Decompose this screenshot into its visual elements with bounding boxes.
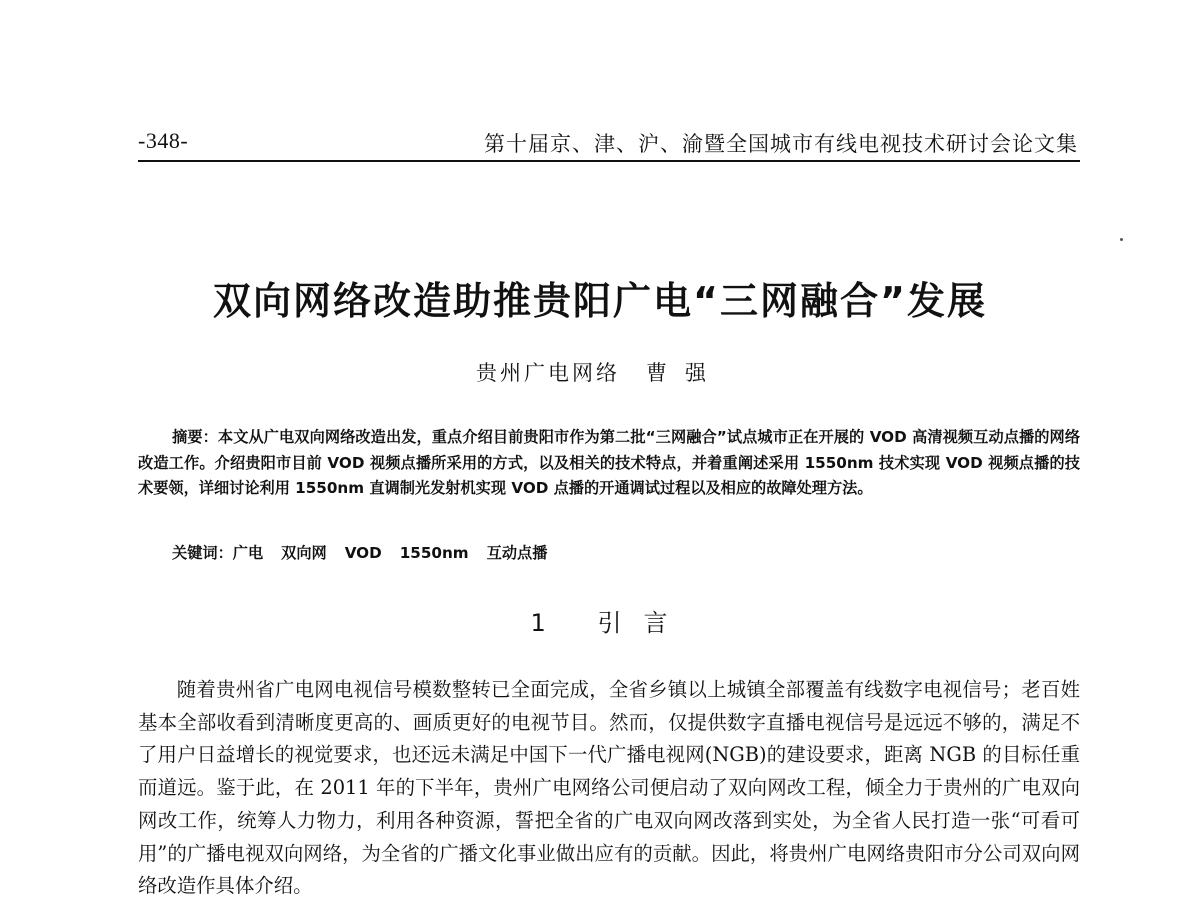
body-paragraph: 随着贵州省广电网电视信号模数整转已全面完成，全省乡镇以上城镇全部覆盖有线数字电视信号；老百姓基本全部收看到清晰度更高的、画质更好的电视节目。然而，仅提供数字直播电视信号是远远不够的，满足不了用户日益增长的视觉要求，也还远未满足中国下一代广播电视网(NGB)的建设要求，距离 NGB 的目标任重而道远。鉴于此，在 2011 年的下半年，贵州广电网络公司便启动了双向网改工程，倾全力于贵州的广电双向网改工作，统筹人力物力，利用各种资源，誓把全省的广电双向网改落到实处，为全省人民打造一张“可看可用”的广播电视双向网络，为全省的广播文化事业做出应有的贡献。因此，将贵州广电网络贵阳市分公司双向网络改造作具体介绍。	[138, 678, 1080, 898]
author-affiliation: 贵州广电网络	[476, 361, 620, 385]
keyword: 1550nm	[399, 544, 469, 562]
keyword: 互动点播	[486, 544, 548, 562]
author-name: 曹强	[646, 361, 724, 385]
keyword: 双向网	[281, 544, 327, 562]
keyword: VOD	[344, 544, 382, 562]
abstract-label: 摘要：	[172, 428, 218, 446]
journal-title: 第十届京、津、沪、渝暨全国城市有线电视技术研讨会论文集	[484, 132, 1078, 156]
keywords-label: 关键词：	[172, 544, 233, 562]
keywords	[172, 542, 565, 563]
scan-speck	[1120, 238, 1123, 241]
section-heading: 1 引言	[530, 609, 690, 637]
body-text	[138, 674, 1080, 903]
paper-title: 双向网络改造助推贵阳广电“三网融合”发展	[213, 279, 987, 323]
page-number: -348-	[138, 128, 189, 153]
keyword: 广电	[232, 544, 264, 562]
abstract	[138, 425, 1080, 502]
author-line	[0, 357, 1200, 387]
running-header	[138, 126, 1080, 162]
abstract-text: 本文从广电双向网络改造出发，重点介绍目前贵阳市作为第二批“三网融合”试点城市正在开展的 VOD 高清视频互动点播的网络改造工作。介绍贵阳市目前 VOD 视频点播所采用的方式，以及相关的技术特点，并着重阐述采用 1550nm 技术实现 VOD 视频点播的技术要领，详细讨论利用 1550nm 直调制光发射机实现 VOD 点播的开通调试过程以及相应的故障处理方法。	[138, 428, 1081, 497]
